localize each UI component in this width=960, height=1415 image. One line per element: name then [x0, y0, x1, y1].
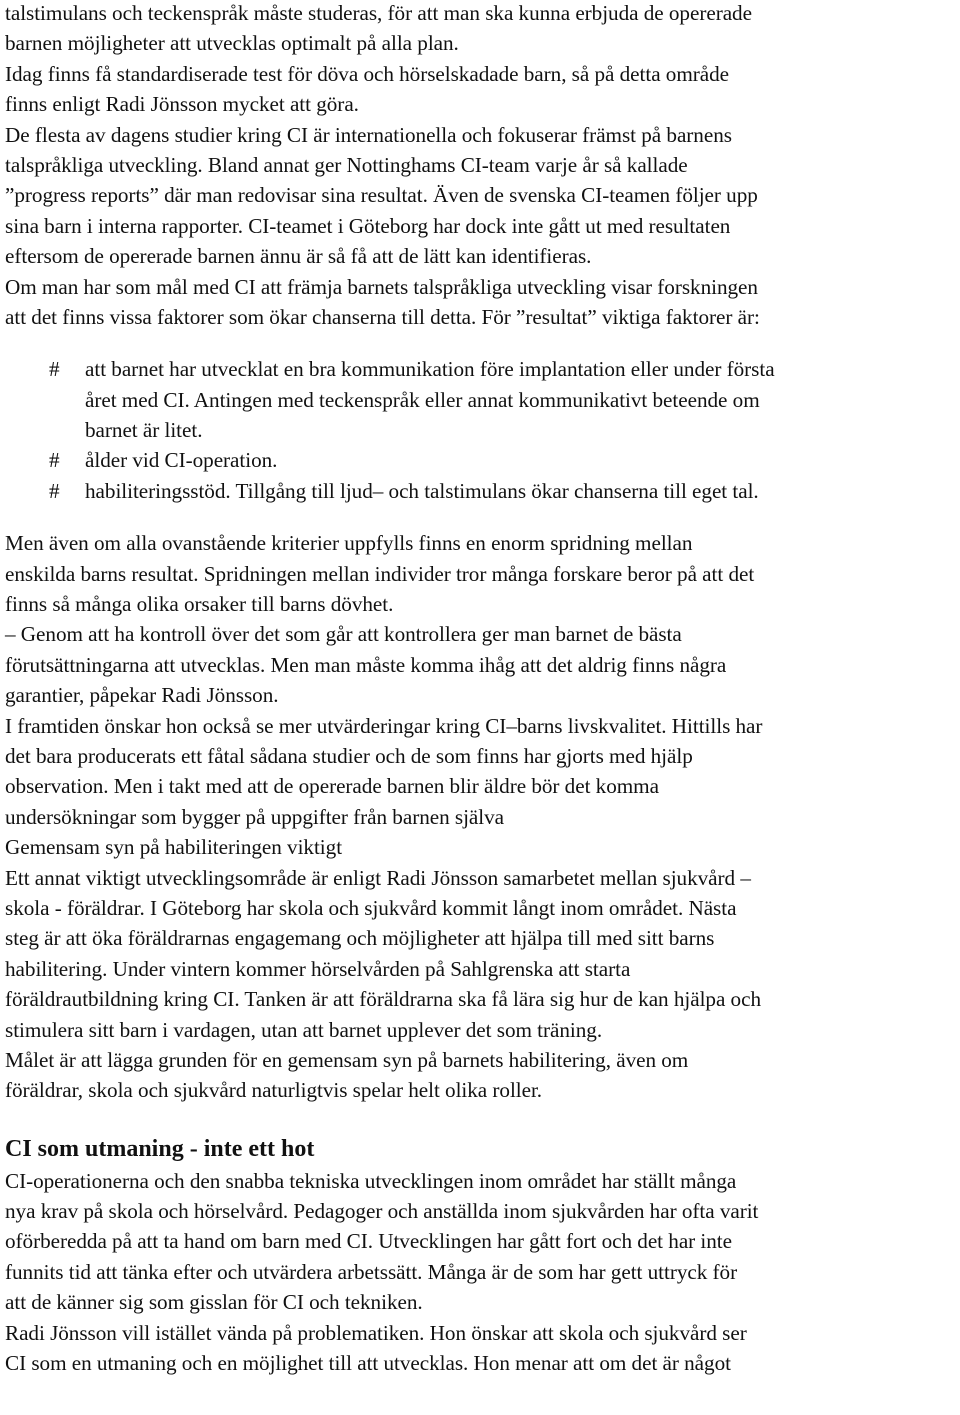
text-line: talstimulans och teckenspråk måste studeras, för att man ska kunna erbjuda de opererade [5, 1, 752, 25]
bullet-continuation: året med CI. Antingen med teckenspråk eller annat kommunikativt beteende om [85, 387, 760, 412]
subheading-line: Gemensam syn på habiliteringen viktigt [5, 835, 343, 860]
text-line: undersökningar som bygger på uppgifter från barnen själva [5, 804, 505, 829]
text-line: stimulera sitt barn i vardagen, utan att barnet upplever det som träning. [5, 1017, 603, 1042]
bullet-text: att barnet har utvecklat en bra kommunikation före implantation eller under första [85, 357, 775, 382]
bullet-mark: # [49, 357, 60, 382]
text-line: De flesta av dagens studier kring CI är internationella och fokuserar främst på barnens [5, 122, 732, 147]
bullet-item [5, 354, 957, 384]
text-line: eftersom de opererade barnen ännu är så få att de lätt kan identifieras. [5, 244, 592, 269]
paragraph-block-2 [5, 528, 957, 1105]
paragraph-block-3 [5, 1166, 957, 1379]
text-line: – Genom att ha kontroll över det som går att kontrollera ger man barnet de bästa [5, 622, 682, 647]
text-line: funnits tid att tänka efter och utvärdera arbetssätt. Många är de som har gett uttryck för [5, 1259, 738, 1284]
bullet-text: habiliteringsstöd. Tillgång till ljud– och talstimulans ökar chanserna till eget tal. [85, 478, 759, 503]
text-line: Radi Jönsson vill istället vända på problematiken. Hon önskar att skola och sjukvård ser [5, 1320, 747, 1345]
bullet-continuation: barnet är litet. [85, 418, 203, 443]
paragraph-block-1 [5, 0, 957, 332]
text-line: enskilda barns resultat. Spridningen mellan individer tror många forskare beror på att det [5, 561, 755, 586]
text-line: Men även om alla ovanstående kriterier uppfylls finns en enorm spridning mellan [5, 531, 693, 556]
text-line: observation. Men i takt med att de opererade barnen blir äldre bör det komma [5, 774, 659, 799]
text-line: Ett annat viktigt utvecklingsområde är enligt Radi Jönsson samarbetet mellan sjukvård – [5, 865, 751, 890]
text-line: att de känner sig som gisslan för CI och tekniken. [5, 1290, 423, 1315]
text-line: finns så många olika orsaker till barns dövhet. [5, 592, 394, 617]
text-line: oförberedda på att ta hand om barn med CI. Utvecklingen har gått fort och det har inte [5, 1229, 732, 1254]
text-line: CI-operationerna och den snabba tekniska utvecklingen inom området har ställt många [5, 1168, 737, 1193]
bullet-mark: # [49, 448, 60, 473]
text-line: garantier, påpekar Radi Jönsson. [5, 683, 279, 708]
text-line: steg är att öka föräldrarnas engagemang och möjligheter att hjälpa till med sitt barns [5, 926, 715, 951]
text-line: det bara producerats ett fåtal sådana studier och de som finns har gjorts med hjälp [5, 743, 693, 768]
text-line: att det finns vissa faktorer som ökar chanserna till detta. För ”resultat” viktiga faktorer är: [5, 304, 760, 329]
paragraph-gap [5, 332, 957, 354]
text-line: finns enligt Radi Jönsson mycket att göra. [5, 92, 359, 117]
text-line: CI som en utmaning och en möjlighet till att utvecklas. Hon menar att om det är något [5, 1351, 731, 1376]
section-heading: CI som utmaning - inte ett hot [5, 1135, 315, 1162]
bullet-item [5, 445, 957, 475]
text-line: sina barn i interna rapporter. CI-teamet i Göteborg har dock inte gått ut med resultaten [5, 213, 731, 238]
document-page [5, 0, 957, 1378]
text-line: ”progress reports” där man redovisar sina resultat. Även de svenska CI-teamen följer upp [5, 183, 758, 208]
text-line: I framtiden önskar hon också se mer utvärderingar kring CI–barns livskvalitet. Hittills har [5, 713, 763, 738]
text-line: habilitering. Under vintern kommer hörselvården på Sahlgrenska att starta [5, 956, 631, 981]
paragraph-gap [5, 1106, 957, 1126]
text-line: Om man har som mål med CI att främja barnets talspråkliga utveckling visar forskningen [5, 274, 758, 299]
bullet-text: ålder vid CI-operation. [85, 448, 278, 473]
bullet-item [5, 476, 957, 506]
bullet-mark: # [49, 478, 60, 503]
text-line: skola - föräldrar. I Göteborg har skola och sjukvård kommit långt inom området. Nästa [5, 895, 737, 920]
text-line: nya krav på skola och hörselvård. Pedagoger och anställda inom sjukvården har ofta varit [5, 1199, 759, 1224]
text-line: barnen möjligheter att utvecklas optimalt på alla plan. [5, 31, 459, 56]
text-line: Målet är att lägga grunden för en gemensam syn på barnets habilitering, även om [5, 1047, 689, 1072]
text-line: Idag finns få standardiserade test för döva och hörselskadade barn, så på detta område [5, 61, 730, 86]
paragraph-gap [5, 506, 957, 528]
text-line: föräldrautbildning kring CI. Tanken är att föräldrarna ska få lära sig hur de kan hjälpa och [5, 987, 761, 1012]
text-line: talspråkliga utveckling. Bland annat ger Nottinghams CI-team varje år så kallade [5, 152, 688, 177]
text-line: förutsättningarna att utvecklas. Men man måste komma ihåg att det aldrig finns några [5, 652, 727, 677]
bullet-list [5, 354, 957, 506]
text-line: föräldrar, skola och sjukvård naturligtvis spelar helt olika roller. [5, 1078, 543, 1103]
